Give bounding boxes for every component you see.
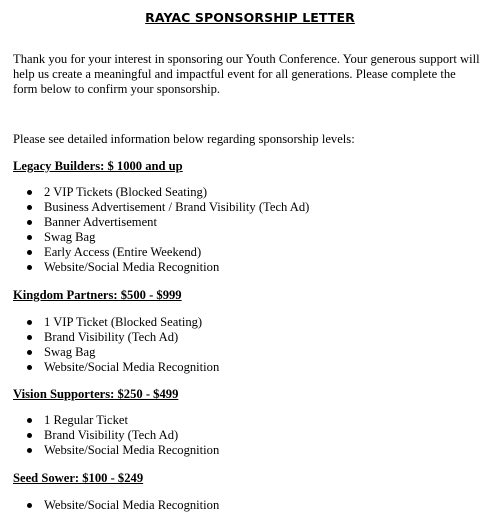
bullet-icon	[27, 350, 32, 355]
bullet-icon	[27, 448, 32, 453]
level-heading-seed-sower: Seed Sower: $100 - $249	[13, 471, 144, 485]
benefit-list-legacy-builders	[13, 185, 309, 275]
list-item	[13, 330, 219, 345]
bullet-icon	[27, 418, 32, 423]
intro-paragraph: Thank you for your interest in sponsoring our Youth Conference. Your generous support will help us create a meaningful and impactful event for all generations. Please complete the form below to confirm your sponsorship.	[13, 52, 480, 96]
list-item	[13, 428, 219, 443]
benefit-text: 1 Regular Ticket	[44, 413, 128, 427]
levels-intro: Please see detailed information below regarding sponsorship levels:	[13, 132, 355, 146]
level-heading-vision-supporters: Vision Supporters: $250 - $499	[13, 387, 179, 401]
benefit-list-vision-supporters	[13, 413, 219, 458]
list-item	[13, 200, 309, 215]
bullet-icon	[27, 250, 32, 255]
benefit-text: Website/Social Media Recognition	[44, 360, 220, 374]
list-item	[13, 360, 219, 375]
bullet-icon	[27, 220, 32, 225]
benefit-text: Early Access (Entire Weekend)	[44, 245, 202, 259]
bullet-icon	[27, 365, 32, 370]
list-item	[13, 230, 309, 245]
bullet-icon	[27, 320, 32, 325]
benefit-text: Swag Bag	[44, 345, 96, 359]
level-heading-kingdom-partners: Kingdom Partners: $500 - $999	[13, 288, 182, 302]
list-item	[13, 443, 219, 458]
list-item	[13, 185, 309, 200]
bullet-icon	[27, 235, 32, 240]
benefit-text: Business Advertisement / Brand Visibility (Tech Ad)	[44, 200, 310, 214]
benefit-text: 1 VIP Ticket (Blocked Seating)	[44, 315, 203, 329]
list-item	[13, 498, 219, 513]
list-item	[13, 260, 309, 275]
list-item	[13, 413, 219, 428]
benefit-list-kingdom-partners	[13, 315, 219, 375]
benefit-text: Brand Visibility (Tech Ad)	[44, 428, 179, 442]
benefit-text: Website/Social Media Recognition	[44, 498, 220, 512]
benefit-list-seed-sower	[13, 498, 219, 513]
benefit-text: Website/Social Media Recognition	[44, 443, 220, 457]
list-item	[13, 345, 219, 360]
bullet-icon	[27, 335, 32, 340]
benefit-text: Brand Visibility (Tech Ad)	[44, 330, 179, 344]
list-item	[13, 215, 309, 230]
benefit-text: Swag Bag	[44, 230, 96, 244]
benefit-text: 2 VIP Tickets (Blocked Seating)	[44, 185, 208, 199]
bullet-icon	[27, 205, 32, 210]
document-title: RAYAC SPONSORSHIP LETTER	[145, 10, 355, 25]
list-item	[13, 315, 219, 330]
bullet-icon	[27, 265, 32, 270]
list-item	[13, 245, 309, 260]
benefit-text: Banner Advertisement	[44, 215, 157, 229]
level-heading-legacy-builders: Legacy Builders: $ 1000 and up	[13, 159, 183, 173]
bullet-icon	[27, 190, 32, 195]
benefit-text: Website/Social Media Recognition	[44, 260, 220, 274]
bullet-icon	[27, 503, 32, 508]
bullet-icon	[27, 433, 32, 438]
